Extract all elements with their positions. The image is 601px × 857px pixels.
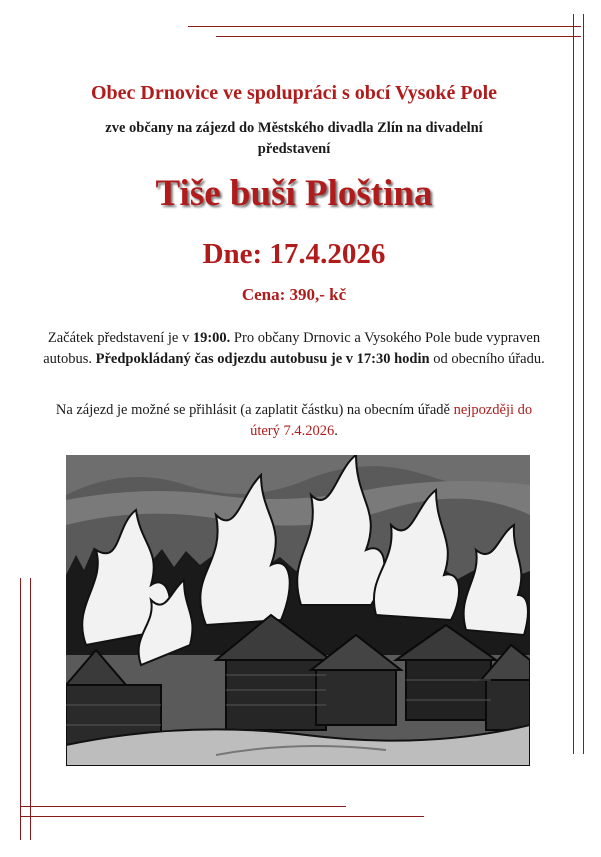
info-bus-text: Pro občany Drnovic a Vysokého Pole bude vypraven autobus. <box>43 330 541 367</box>
event-date: Dne: 17.4.2026 <box>202 238 386 270</box>
start-time: 19:00. <box>192 330 231 346</box>
signup-deadline: nejpozději do úterý 7.4.2026 <box>250 402 533 439</box>
border-left-line-2 <box>30 578 31 840</box>
border-top-line-2 <box>216 36 581 37</box>
organizer-heading: Obec Drnovice ve spolupráci s obcí Vysoké Pole <box>90 82 498 104</box>
ticket-price: Cena: 390,- kč <box>241 285 347 304</box>
departure-time: Předpokládaný čas odjezdu autobusu je v 17:30 hodin <box>95 351 430 367</box>
border-right-line-2 <box>583 14 584 754</box>
signup-end: . <box>334 423 338 439</box>
border-top-line-1 <box>188 26 581 27</box>
invitation-line-2: představení <box>257 141 331 157</box>
info-place-text: od obecního úřadu. <box>429 351 545 367</box>
signup-text: Na zájezd je možné se přihlásit (a zaplatit částku) na obecním úřadě <box>55 402 450 418</box>
border-bottom-line-1 <box>20 806 346 807</box>
event-info <box>40 328 548 370</box>
info-start-text: Začátek představení je v <box>47 330 193 346</box>
play-title: Tiše buší Ploština <box>155 173 433 214</box>
invitation-line-1: zve občany na zájezd do Městského divadla Zlín na divadelní <box>105 120 483 136</box>
border-bottom-line-2 <box>20 816 424 817</box>
border-left-line-1 <box>20 578 21 840</box>
invitation-text <box>40 118 548 160</box>
burning-village-illustration <box>66 455 530 766</box>
border-right-line-1 <box>573 14 574 754</box>
signup-info <box>40 400 548 442</box>
